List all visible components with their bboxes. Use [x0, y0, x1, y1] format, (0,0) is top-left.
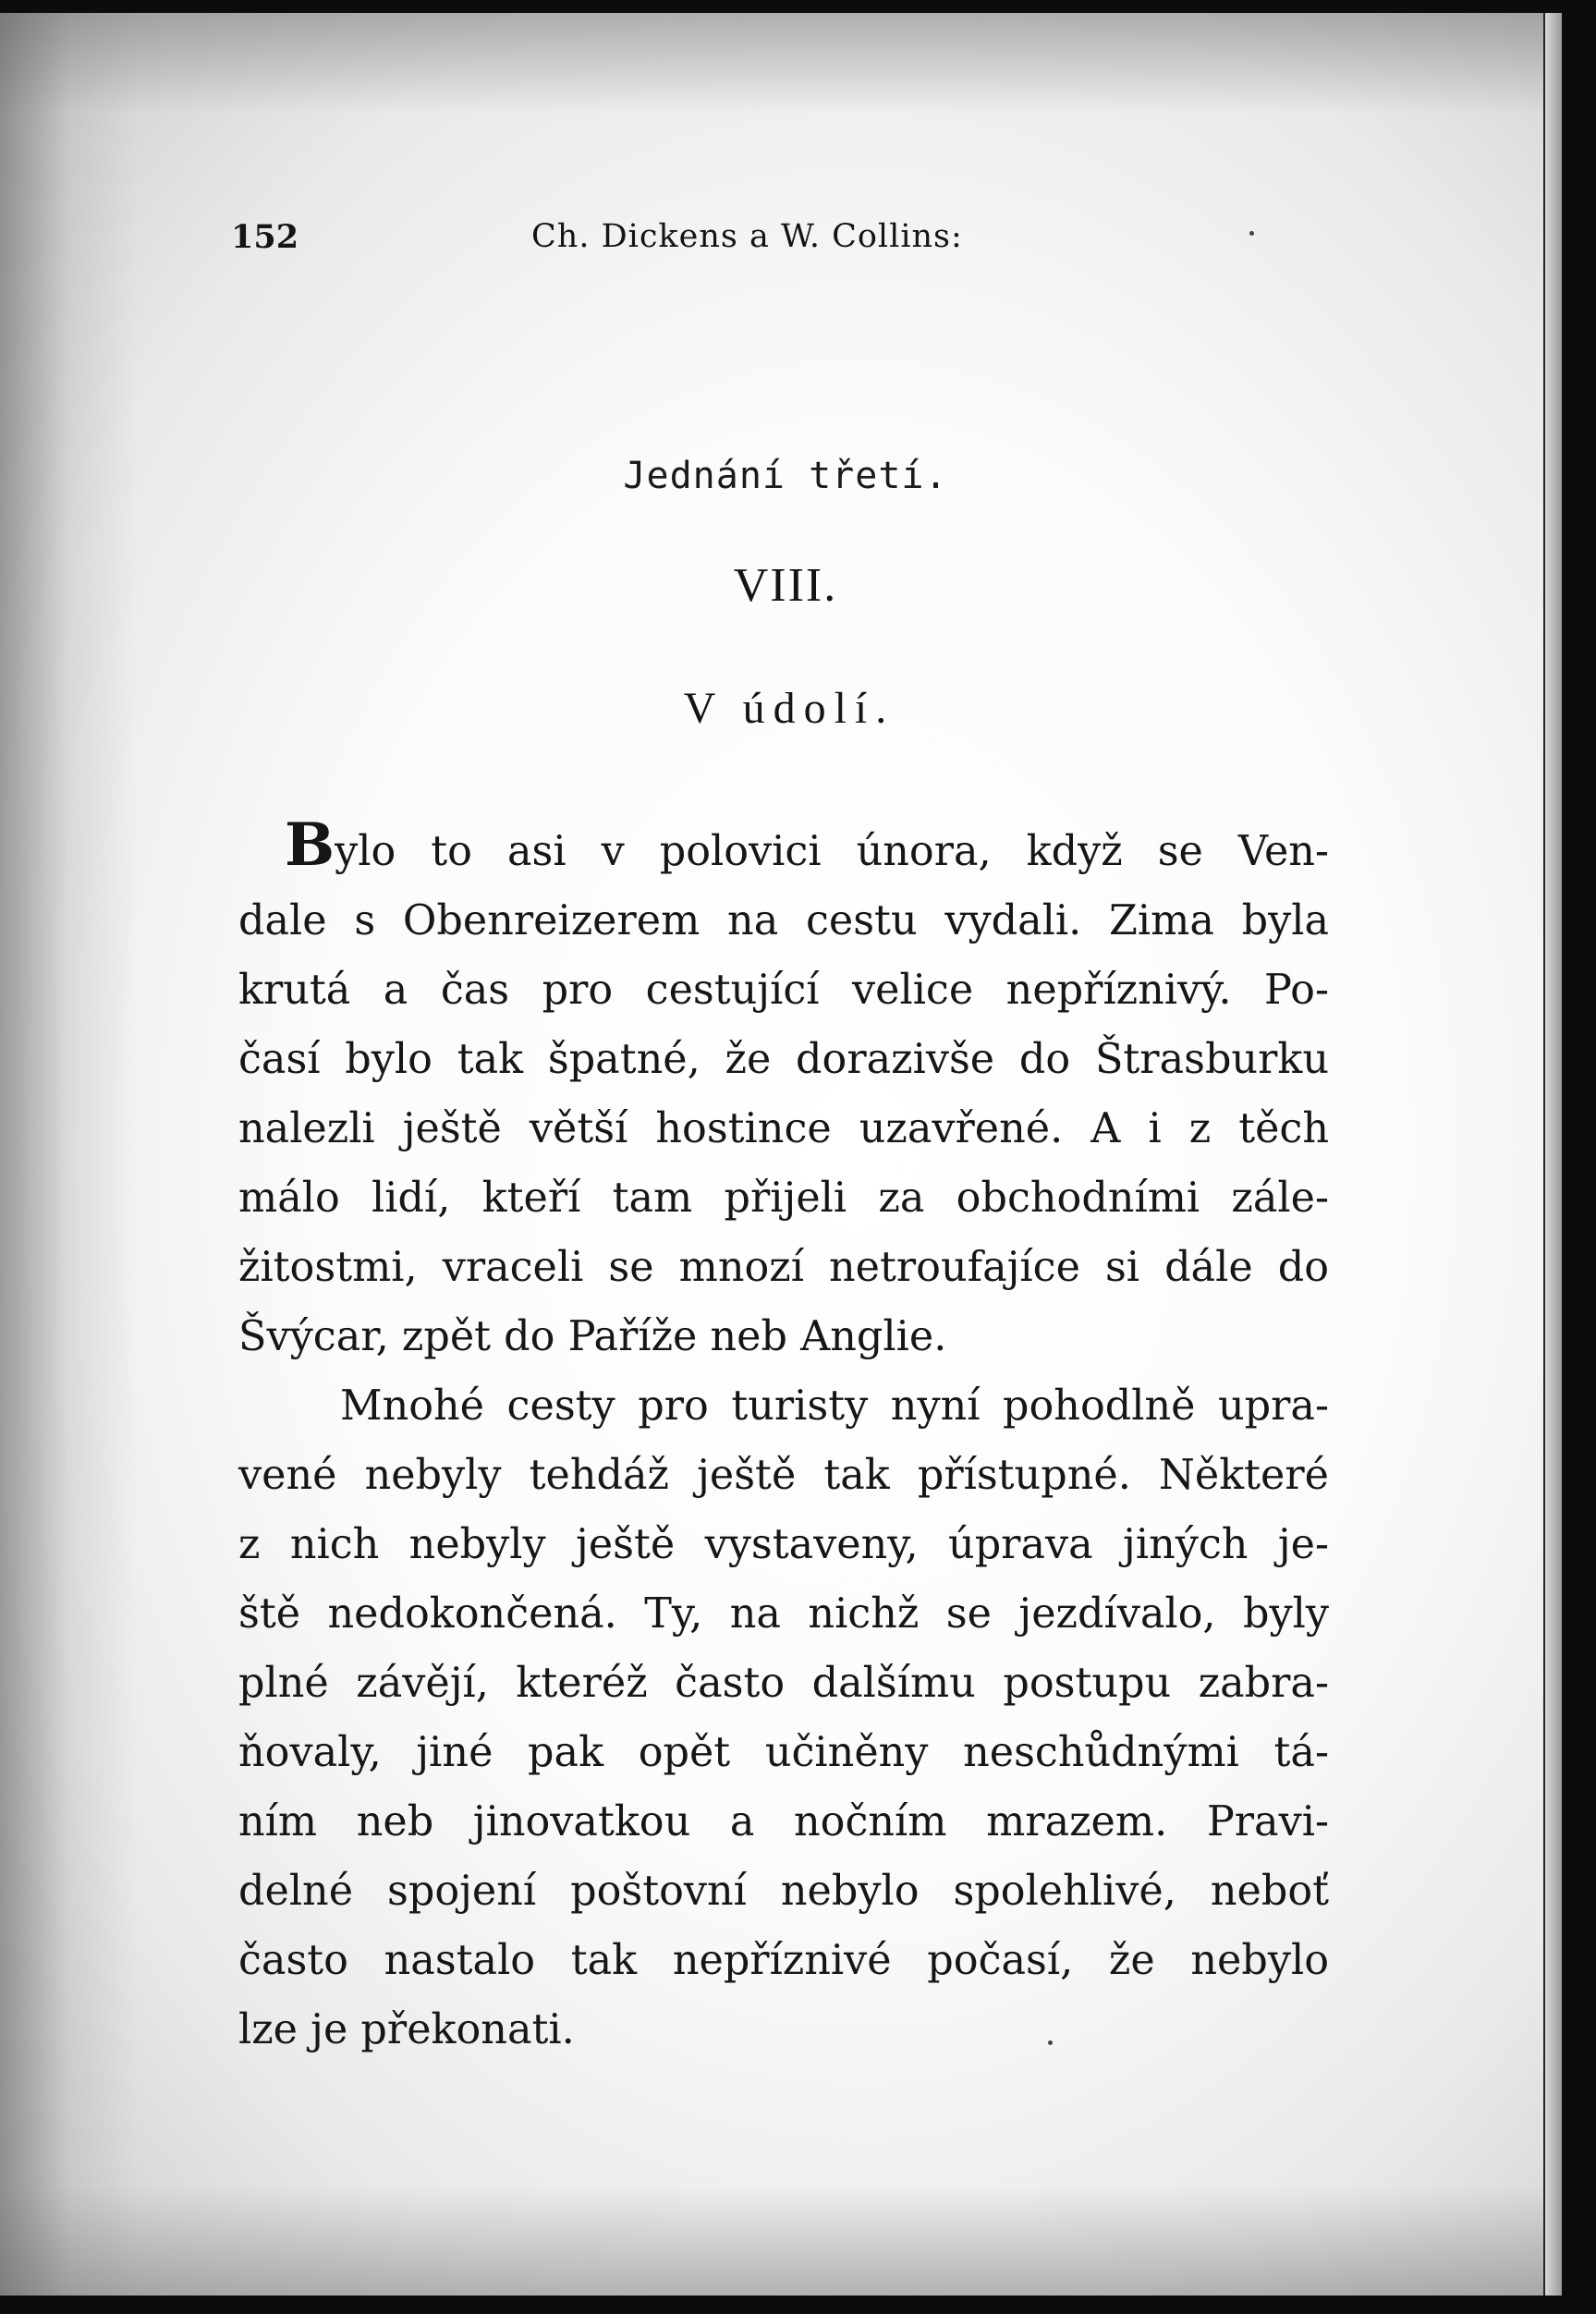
chapter-title: V údolí.	[683, 684, 895, 733]
page-edge-right	[1543, 13, 1562, 2296]
text-line: ště nedokončená. Ty, na nichž se jezdívalo, byly	[238, 1590, 1329, 1638]
text-line: Bylo to asi v polovici února, když se Ven-	[285, 810, 1329, 880]
ink-speck	[1048, 2040, 1053, 2045]
text-line: Mnohé cesty pro turisty nyní pohodlně upra-	[340, 1382, 1329, 1430]
text-line: vené nebyly tehdáž ještě tak přístupné. Některé	[238, 1452, 1329, 1499]
running-title: Ch. Dickens a W. Collins:	[531, 218, 963, 255]
chapter-number: VIII.	[733, 559, 838, 612]
text-line: delné spojení poštovní nebylo spolehlivé, neboť	[238, 1868, 1329, 1915]
text-line: ňovaly, jiné pak opět učiněny neschůdnými tá-	[238, 1729, 1329, 1776]
text-line: lze je překonati.	[238, 2006, 575, 2053]
initial-letter: B	[285, 810, 335, 880]
text-line: Švýcar, zpět do Paříže neb Anglie.	[238, 1313, 947, 1360]
text-line: z nich nebyly ještě vystaveny, úprava jiných je-	[238, 1521, 1329, 1568]
text-line: nalezli ještě větší hostince uzavřené. A i z těch	[238, 1105, 1329, 1152]
text-line: často nastalo tak nepříznivé počasí, že nebylo	[238, 1937, 1329, 1984]
text-line: časí bylo tak špatné, že dorazivše do Štrasburku	[238, 1036, 1329, 1083]
text-line: ním neb jinovatkou a nočním mrazem. Pravi-	[238, 1798, 1329, 1845]
page-number: 152	[231, 218, 299, 256]
text-line: krutá a čas pro cestující velice nepříznivý. Po-	[238, 967, 1329, 1014]
text-line: žitostmi, vraceli se mnozí netroufajíce si dále do	[238, 1244, 1329, 1291]
text-line: málo lidí, kteří tam přijeli za obchodními zále-	[238, 1175, 1329, 1222]
ink-speck	[1249, 231, 1254, 236]
text-line: dale s Obenreizerem na cestu vydali. Zima byla	[238, 897, 1329, 944]
text-line: plné závějí, kteréž často dalšímu postupu zabra-	[238, 1660, 1329, 1707]
page-edge-shadow-bottom	[0, 2185, 1562, 2296]
page-edge-shadow-left	[0, 13, 139, 2296]
body-text	[238, 810, 1329, 2064]
act-heading: Jednání třetí.	[623, 455, 948, 497]
page-edge-shadow-top	[0, 13, 1562, 115]
scanned-page	[0, 13, 1562, 2296]
